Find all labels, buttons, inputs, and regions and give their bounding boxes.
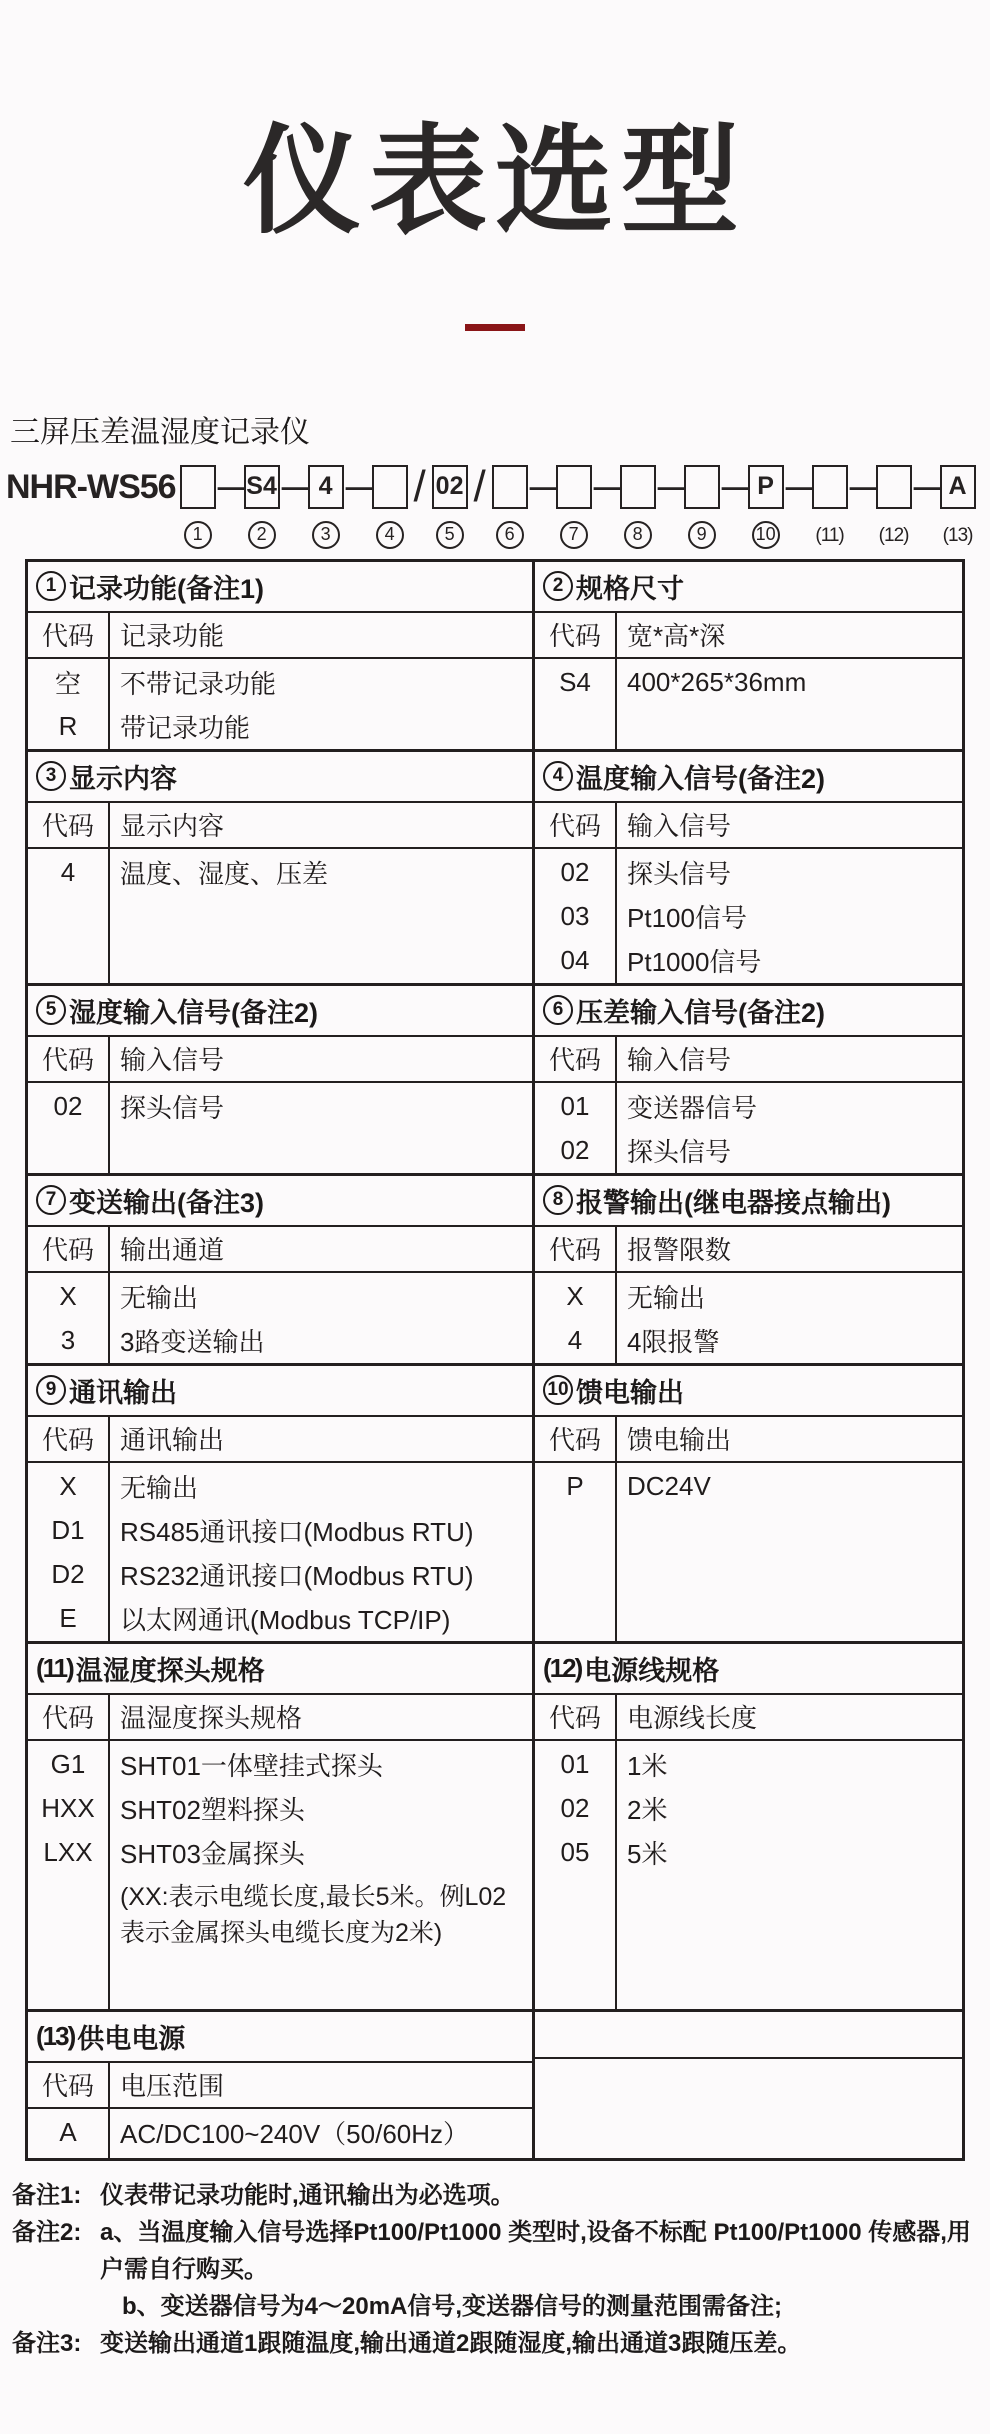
table-title: 电源线规格 bbox=[584, 1655, 720, 1686]
code-cell bbox=[28, 1875, 108, 1919]
table-title: 温度输入信号(备注2) bbox=[576, 763, 825, 794]
note-text: a、当温度输入信号选择Pt100/Pt1000 类型时,设备不标配 Pt100/Pt1000 传感器,用户需自行购买。 bbox=[100, 2218, 971, 2283]
note-label: 备注3: bbox=[12, 2330, 82, 2358]
desc-cell: 带记录功能 bbox=[120, 713, 251, 744]
table-4-temperature-input bbox=[535, 752, 962, 983]
desc-header-cell: 显示内容 bbox=[120, 811, 225, 842]
position-number-4: 4 bbox=[376, 521, 404, 549]
dash-separator: — bbox=[529, 470, 558, 502]
table-number-badge: 5 bbox=[36, 995, 66, 1025]
code-cell: HXX bbox=[41, 1793, 95, 1824]
model-prefix: NHR-WS56 bbox=[6, 467, 176, 506]
desc-header-cell: 记录功能 bbox=[120, 621, 225, 652]
dash-separator: — bbox=[913, 470, 942, 502]
title-accent-divider bbox=[465, 324, 525, 331]
notes-section bbox=[12, 2177, 990, 2363]
table-title: 馈电输出 bbox=[576, 1377, 684, 1408]
position-number-3: 3 bbox=[312, 521, 340, 549]
table-pair-7 bbox=[28, 2012, 962, 2158]
position-number-7: 7 bbox=[560, 521, 588, 549]
note-item-1 bbox=[12, 2177, 990, 2214]
note-item-3 bbox=[12, 2325, 990, 2362]
code-cell: X bbox=[59, 1281, 77, 1312]
desc-cell: 无输出 bbox=[120, 1283, 199, 1314]
code-cell: 01 bbox=[560, 1091, 590, 1122]
desc-cell: 不带记录功能 bbox=[120, 669, 277, 700]
dash-separator: — bbox=[593, 470, 622, 502]
position-number-12: (12) bbox=[878, 524, 909, 546]
position-number-13: (13) bbox=[942, 524, 973, 546]
desc-cell: 温度、湿度、压差 bbox=[120, 859, 329, 890]
table-pair-3 bbox=[28, 986, 962, 1176]
desc-header-cell: 输出通道 bbox=[120, 1235, 225, 1266]
desc-header-cell: 输入信号 bbox=[120, 1045, 225, 1076]
table-number-badge: 3 bbox=[36, 761, 66, 791]
table-title: 温湿度探头规格 bbox=[75, 1655, 265, 1686]
table-pair-1 bbox=[28, 562, 962, 752]
table-title: 变送输出(备注3) bbox=[69, 1187, 264, 1218]
table-13-power-supply bbox=[28, 2012, 532, 2158]
code-header-cell: 代码 bbox=[28, 1037, 110, 1081]
dash-separator: — bbox=[281, 470, 310, 502]
desc-cell: 探头信号 bbox=[627, 1137, 732, 1168]
note-label bbox=[12, 2288, 122, 2325]
dash-separator: — bbox=[217, 470, 246, 502]
desc-cell: DC24V bbox=[627, 1471, 711, 1502]
table-6-diff-pressure-input bbox=[535, 986, 962, 1173]
desc-cell: 5米 bbox=[627, 1839, 668, 1870]
desc-cell: SHT01一体壁挂式探头 bbox=[120, 1751, 383, 1782]
code-header-cell: 代码 bbox=[535, 1037, 617, 1081]
desc-cell: Pt1000信号 bbox=[627, 947, 762, 978]
table-3-display-content bbox=[28, 752, 532, 983]
desc-cell: SHT03金属探头 bbox=[120, 1839, 305, 1870]
code-cell: LXX bbox=[43, 1837, 93, 1868]
table-title: 通讯输出 bbox=[69, 1377, 177, 1408]
table-title: 供电电源 bbox=[77, 2023, 186, 2054]
desc-cell: 探头信号 bbox=[627, 859, 732, 890]
desc-cell: 2米 bbox=[627, 1795, 668, 1826]
code-cell: 02 bbox=[560, 1793, 590, 1824]
model-code-box-6 bbox=[492, 465, 528, 509]
code-header-cell: 代码 bbox=[535, 613, 617, 657]
code-cell: D1 bbox=[51, 1515, 85, 1546]
note-text: 仪表带记录功能时,通讯输出为必选项。 bbox=[100, 2181, 515, 2209]
position-number-8: 8 bbox=[624, 521, 652, 549]
desc-cell: RS485通讯接口(Modbus RTU) bbox=[120, 1517, 474, 1548]
code-header-cell: 代码 bbox=[28, 1417, 110, 1461]
model-code-row bbox=[6, 463, 990, 549]
code-header-cell: 代码 bbox=[28, 803, 110, 847]
model-code-box-10: P bbox=[748, 465, 784, 509]
desc-cell: 1米 bbox=[627, 1751, 668, 1782]
desc-header-cell: 输入信号 bbox=[627, 1045, 732, 1076]
note-item-2 bbox=[12, 2214, 990, 2288]
desc-cell: 探头信号 bbox=[120, 1093, 225, 1124]
model-code-box-8 bbox=[620, 465, 656, 509]
table-5-humidity-input bbox=[28, 986, 532, 1173]
table-8-alarm-output bbox=[535, 1176, 962, 1363]
desc-header-cell: 报警限数 bbox=[627, 1235, 732, 1266]
position-number-11: (11) bbox=[815, 524, 844, 546]
dash-separator: — bbox=[721, 470, 750, 502]
code-cell: 03 bbox=[560, 901, 590, 932]
desc-cell: 400*265*36mm bbox=[627, 667, 807, 698]
table-number-badge: 2 bbox=[543, 571, 573, 601]
table-1-record-function bbox=[28, 562, 532, 749]
table-title: 显示内容 bbox=[69, 763, 177, 794]
code-cell: 02 bbox=[53, 1091, 83, 1122]
model-code-box-4 bbox=[372, 465, 408, 509]
table-number-badge: 7 bbox=[36, 1185, 66, 1215]
position-number-9: 9 bbox=[688, 521, 716, 549]
table-number-badge: (12) bbox=[543, 1652, 582, 1683]
code-cell: G1 bbox=[50, 1749, 86, 1780]
model-code-box-11 bbox=[812, 465, 848, 509]
desc-cell: 3路变送输出 bbox=[120, 1327, 265, 1358]
desc-header-cell: 电源线长度 bbox=[627, 1703, 758, 1734]
code-cell: 4 bbox=[567, 1325, 583, 1356]
model-code-box-7 bbox=[556, 465, 592, 509]
table-number-badge: 4 bbox=[543, 761, 573, 791]
table-number-badge: (11) bbox=[36, 1652, 73, 1683]
code-cell: E bbox=[59, 1603, 77, 1634]
code-cell: P bbox=[566, 1471, 584, 1502]
slash-separator: / bbox=[473, 461, 486, 511]
desc-header-cell: 输入信号 bbox=[627, 811, 732, 842]
note-text: b、变送器信号为4～20mA信号,变送器信号的测量范围需备注; bbox=[122, 2293, 783, 2321]
desc-header-cell: 馈电输出 bbox=[627, 1425, 732, 1456]
selection-sheet-page bbox=[0, 112, 990, 2434]
code-cell: S4 bbox=[559, 667, 591, 698]
desc-cell: 以太网通讯(Modbus TCP/IP) bbox=[120, 1605, 451, 1636]
dash-separator: — bbox=[785, 470, 814, 502]
code-cell: 01 bbox=[560, 1749, 590, 1780]
code-cell: 4 bbox=[60, 857, 76, 888]
desc-cell-note: (XX:表示电缆长度,最长5米。例L02表示金属探头电缆长度为2米) bbox=[120, 1882, 507, 1947]
note-text: 变送输出通道1跟随温度,输出通道2跟随湿度,输出通道3跟随压差。 bbox=[100, 2330, 802, 2358]
desc-cell: 无输出 bbox=[627, 1283, 706, 1314]
dash-separator: — bbox=[849, 470, 878, 502]
code-cell: X bbox=[59, 1471, 77, 1502]
code-header-cell: 代码 bbox=[535, 1695, 617, 1739]
desc-header-cell: 电压范围 bbox=[120, 2071, 225, 2102]
table-number-badge: 10 bbox=[543, 1375, 573, 1405]
table-7-transmit-output bbox=[28, 1176, 532, 1363]
model-prefix-col bbox=[6, 463, 178, 511]
code-cell: D2 bbox=[51, 1559, 85, 1590]
code-cell: 02 bbox=[560, 1135, 590, 1166]
table-number-badge: 6 bbox=[543, 995, 573, 1025]
table-number-badge: 9 bbox=[36, 1375, 66, 1405]
position-number-2: 2 bbox=[248, 521, 276, 549]
code-header-cell: 代码 bbox=[535, 1417, 617, 1461]
position-number-5: 5 bbox=[436, 521, 464, 549]
dash-separator: — bbox=[657, 470, 686, 502]
table-pair-4 bbox=[28, 1176, 962, 1366]
model-code-box-12 bbox=[876, 465, 912, 509]
table-2-dimensions bbox=[535, 562, 962, 749]
code-header-cell: 代码 bbox=[535, 803, 617, 847]
code-header-cell: 代码 bbox=[535, 1227, 617, 1271]
code-header-cell: 代码 bbox=[28, 2063, 110, 2107]
desc-header-cell: 宽*高*深 bbox=[627, 621, 726, 652]
table-title: 报警输出(继电器接点输出) bbox=[576, 1187, 891, 1218]
table-number-badge: (13) bbox=[36, 2020, 75, 2051]
model-code-box-9 bbox=[684, 465, 720, 509]
desc-header-cell: 通讯输出 bbox=[120, 1425, 225, 1456]
desc-cell: Pt100信号 bbox=[627, 903, 747, 934]
table-pair-5 bbox=[28, 1366, 962, 1644]
desc-cell: SHT02塑料探头 bbox=[120, 1795, 305, 1826]
table-12-power-cord-spec bbox=[535, 1644, 962, 2009]
table-11-probe-spec bbox=[28, 1644, 532, 2009]
table-title: 记录功能(备注1) bbox=[69, 573, 264, 604]
note-label: 备注2: bbox=[12, 2218, 82, 2246]
model-code-box-1 bbox=[180, 465, 216, 509]
note-item-2b bbox=[12, 2288, 990, 2325]
desc-cell: RS232通讯接口(Modbus RTU) bbox=[120, 1561, 474, 1592]
dash-separator: — bbox=[345, 470, 374, 502]
slash-separator: / bbox=[413, 461, 426, 511]
table-pair-2 bbox=[28, 752, 962, 986]
model-code-box-2: S4 bbox=[244, 465, 280, 509]
selection-tables bbox=[25, 559, 965, 2161]
table-pair-6 bbox=[28, 1644, 962, 2012]
code-cell: R bbox=[58, 711, 78, 742]
code-cell: X bbox=[566, 1281, 584, 1312]
code-cell: 02 bbox=[560, 857, 590, 888]
position-number-6: 6 bbox=[496, 521, 524, 549]
desc-header-cell: 温湿度探头规格 bbox=[120, 1703, 303, 1734]
desc-cell: AC/DC100~240V（50/60Hz） bbox=[120, 2119, 470, 2150]
code-header-cell: 代码 bbox=[28, 613, 110, 657]
desc-cell: 4限报警 bbox=[627, 1327, 720, 1358]
table-title: 规格尺寸 bbox=[576, 573, 684, 604]
code-cell: A bbox=[59, 2117, 77, 2148]
table-9-communication-output bbox=[28, 1366, 532, 1641]
page-title: 仪表选型 bbox=[242, 116, 747, 248]
code-cell: 05 bbox=[560, 1837, 590, 1868]
position-number-1: 1 bbox=[184, 521, 212, 549]
code-header-cell: 代码 bbox=[28, 1695, 110, 1739]
product-subtitle: 三屏压差温湿度记录仪 bbox=[10, 415, 310, 449]
empty-cell bbox=[535, 2012, 962, 2158]
model-code-box-3: 4 bbox=[308, 465, 344, 509]
table-number-badge: 8 bbox=[543, 1185, 573, 1215]
table-10-feed-output bbox=[535, 1366, 962, 1641]
note-label: 备注1: bbox=[12, 2181, 82, 2209]
code-cell: 空 bbox=[54, 669, 81, 700]
table-title: 压差输入信号(备注2) bbox=[576, 997, 825, 1028]
code-cell: 04 bbox=[560, 945, 590, 976]
table-title: 湿度输入信号(备注2) bbox=[69, 997, 318, 1028]
code-header-cell: 代码 bbox=[28, 1227, 110, 1271]
code-cell: 3 bbox=[60, 1325, 76, 1356]
model-code-box-5: 02 bbox=[432, 465, 468, 509]
table-number-badge: 1 bbox=[36, 571, 66, 601]
desc-cell: 变送器信号 bbox=[627, 1093, 758, 1124]
model-code-box-13: A bbox=[940, 465, 976, 509]
position-number-10: 10 bbox=[752, 521, 780, 549]
desc-cell: 无输出 bbox=[120, 1473, 199, 1504]
